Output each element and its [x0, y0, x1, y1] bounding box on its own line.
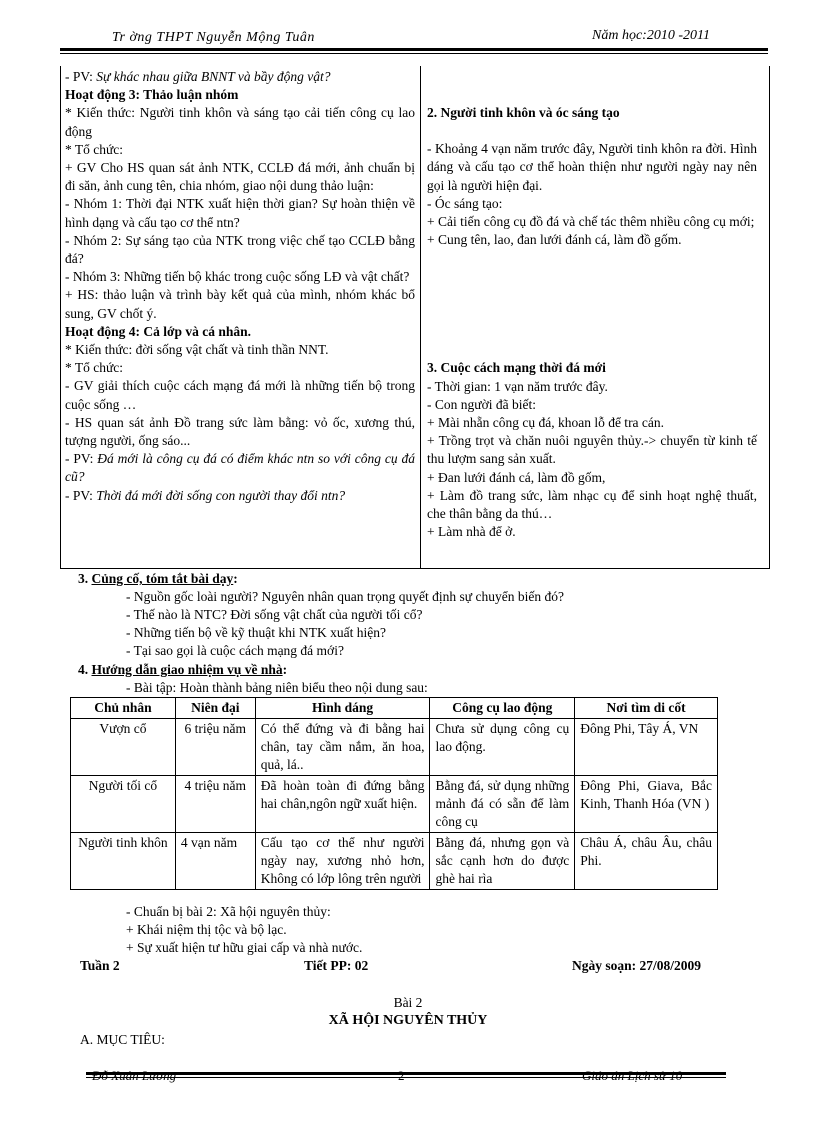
activity-3-title: Hoạt động 3: Thảo luận nhóm	[65, 87, 239, 103]
section-3-line: + Làm nhà để ở.	[427, 524, 516, 540]
table-cell: 4 vạn năm	[175, 833, 255, 890]
table-cell: Cấu tạo cơ thể như người ngày nay, xương nhỏ hơn, Không có lớp lông trên người	[255, 833, 430, 890]
table-cell: Bằng đá, nhưng gọn và sắc cạnh hơn do được ghè hai rìa	[430, 833, 575, 890]
table-header-row	[71, 698, 718, 719]
objective-heading: A. MỤC TIÊU:	[80, 1032, 165, 1047]
table-cell: Bằng đá, sử dụng những mảnh đá có sẵn để làm công cụ	[430, 776, 575, 833]
table-cell: Chưa sử dụng công cụ lao động.	[430, 719, 575, 776]
lesson-number: Bài 2	[393, 995, 423, 1010]
activity-3-line: - Nhóm 1: Thời đại NTK xuất hiện thời gian? Sự hoàn thiện về hình dạng và cấu tạo cơ thể ntn?	[65, 196, 415, 230]
activity-4-line: * Tổ chức:	[65, 360, 124, 376]
footer-author: Đỗ Xuân Lương	[92, 1068, 177, 1083]
prep-date: Ngày soạn: 27/08/2009	[572, 958, 702, 973]
question-2: - PV: Đá mới là công cụ đá có điểm khác ntn so với công cụ đá cũ?	[65, 451, 415, 485]
lesson-title: XÃ HỘI NGUYÊN THỦY	[328, 1013, 488, 1028]
activity-3-line: + HS: thảo luận và trình bày kết quả của mình, nhóm khác bổ sung, GV chốt ý.	[65, 287, 415, 321]
header-school-year: Năm học:2010 -2011	[592, 28, 710, 43]
section-2-line: - Óc sáng tạo:	[427, 195, 503, 211]
teacher-student-activities	[65, 68, 415, 505]
homework-heading: 4. Hướng dẫn giao nhiệm vụ về nhà:	[78, 662, 288, 677]
summary-line: - Thế nào là NTC? Đời sống vật chất của người tối cổ?	[126, 607, 423, 622]
activity-3-line: - Nhóm 3: Những tiến bộ khác trong cuộc sống LĐ và vật chất?	[65, 269, 410, 285]
section-3-line: + Trồng trọt và chăn nuôi nguyên thủy.-> chuyển từ kinh tế thu lượm sang sản xuất.	[427, 433, 757, 467]
table-header: Chủ nhân	[71, 698, 176, 719]
activity-4-line: - HS quan sát ảnh Đồ trang sức làm bằng: vỏ ốc, xương thú, tượng người, ống sáo...	[65, 414, 415, 449]
section-3-line: - Thời gian: 1 vạn năm trước đây.	[427, 378, 608, 394]
table-row	[71, 719, 718, 776]
header-rule	[60, 48, 768, 51]
activity-4-title: Hoạt động 4: Cả lớp và cá nhân.	[65, 323, 252, 339]
prep-line: + Sự xuất hiện tư hữu giai cấp và nhà nước.	[126, 940, 363, 955]
week-label: Tuần 2	[80, 958, 120, 973]
summary-line: - Tại sao gọi là cuộc cách mạng đá mới?	[126, 643, 344, 658]
section-2-line: + Cung tên, lao, đan lưới đánh cá, làm đồ gốm.	[427, 232, 682, 248]
section-3-line: + Đan lưới đánh cá, làm đồ gốm,	[427, 469, 606, 485]
spacer	[427, 68, 757, 104]
preparation-list	[126, 903, 726, 957]
section-3-title: 3. Cuộc cách mạng thời đá mới	[427, 360, 606, 376]
period-label: Tiết PP: 02	[304, 958, 369, 973]
footer-page-number: 2	[398, 1068, 405, 1083]
table-row	[71, 833, 718, 890]
activity-3-line: - Nhóm 2: Sự sáng tạo của NTK trong việc chế tạo CCLĐ bằng đá?	[65, 232, 415, 267]
section-2-line: + Cải tiến công cụ đồ đá và chế tác thêm nhiều công cụ mới;	[427, 214, 755, 230]
summary-heading: 3. Củng cố, tóm tắt bài dạy:	[78, 571, 238, 586]
table-cell: Châu Á, châu Âu, châu Phi.	[575, 833, 718, 890]
summary-line: - Nguồn gốc loài người? Nguyên nhân quan trọng quyết định sự chuyển biến đó?	[126, 589, 564, 604]
homework-exercise: - Bài tập: Hoàn thành bảng niên biểu theo nội dung sau:	[126, 680, 428, 695]
table-header: Hình dáng	[255, 698, 430, 719]
table-cell: Đông Phi, Tây Á, VN	[575, 719, 718, 776]
knowledge-content	[427, 68, 757, 541]
prep-line: - Chuẩn bị bài 2: Xã hội nguyên thủy:	[126, 904, 331, 919]
summary-section	[78, 570, 718, 660]
activity-3-line: * Tổ chức:	[65, 141, 124, 157]
activity-3-line: + GV Cho HS quan sát ảnh NTK, CCLĐ đá mới, ảnh chuẩn bị đi săn, ảnh cung tên, chia nhóm, giao nội dung thảo luận:	[65, 160, 415, 194]
table-cell: Đông Phi, Giava, Bắc Kinh, Thanh Hóa (VN )	[575, 776, 718, 833]
activity-4-line: - GV giải thích cuộc cách mạng đá mới là những tiến bộ trong cuộc sống …	[65, 378, 415, 412]
section-3-line: + Làm đồ trang sức, làm nhạc cụ để sinh hoạt nghệ thuất, che thân bằng da thú…	[427, 487, 757, 522]
table-cell: Người tinh khôn	[71, 833, 176, 890]
table-cell: Đã hoàn toàn đi đứng bằng hai chân,ngôn ngữ xuất hiện.	[255, 776, 430, 833]
chronology-table	[70, 697, 718, 890]
activity-4-line: * Kiến thức: đời sống vật chất và tinh thần NNT.	[65, 342, 329, 358]
prep-line: + Khái niệm thị tộc và bộ lạc.	[126, 922, 287, 937]
section-2-line: - Khoảng 4 vạn năm trước đây, Người tinh khôn ra đời. Hình dáng và cấu tạo cơ thể hoàn thiện như người ngày nay nên gọi là người hiện đại.	[427, 141, 757, 193]
table-cell: Có thể đứng và đi bằng hai chân, tay cầm nắm, ăn hoa, quả, lá..	[255, 719, 430, 776]
table-cell: 4 triệu năm	[175, 776, 255, 833]
homework-section	[78, 661, 718, 697]
activity-table-divider	[420, 66, 421, 568]
footer-subject: Giáo án Lịch sử 10	[582, 1068, 683, 1083]
question-1: - PV: Sự khác nhau giữa BNNT và bầy động vật?	[65, 69, 331, 84]
activity-3-line: * Kiến thức: Người tinh khôn và sáng tạo cải tiến công cụ lao động	[65, 105, 415, 139]
table-header: Công cụ lao động	[430, 698, 575, 719]
section-2-title: 2. Người tinh khôn và óc sáng tạo	[427, 105, 620, 120]
summary-line: - Những tiến bộ về kỹ thuật khi NTK xuất hiện?	[126, 625, 387, 640]
table-cell: 6 triệu năm	[175, 719, 255, 776]
table-cell: Vượn cổ	[71, 719, 176, 776]
section-3-line: - Con người đã biết:	[427, 396, 536, 412]
table-row	[71, 776, 718, 833]
section-3-line: + Mài nhẵn công cụ đá, khoan lỗ để tra cán.	[427, 415, 665, 431]
table-header: Niên đại	[175, 698, 255, 719]
spacer	[427, 122, 757, 140]
header-school: Tr ờng THPT Nguyễn Mộng Tuân	[112, 30, 315, 45]
table-cell: Người tối cổ	[71, 776, 176, 833]
header-rule-thin	[60, 53, 768, 54]
spacer	[427, 249, 757, 359]
table-header: Nơi tìm di cốt	[575, 698, 718, 719]
question-3: - PV: Thời đá mới đời sống con người thay đổi ntn?	[65, 487, 346, 503]
